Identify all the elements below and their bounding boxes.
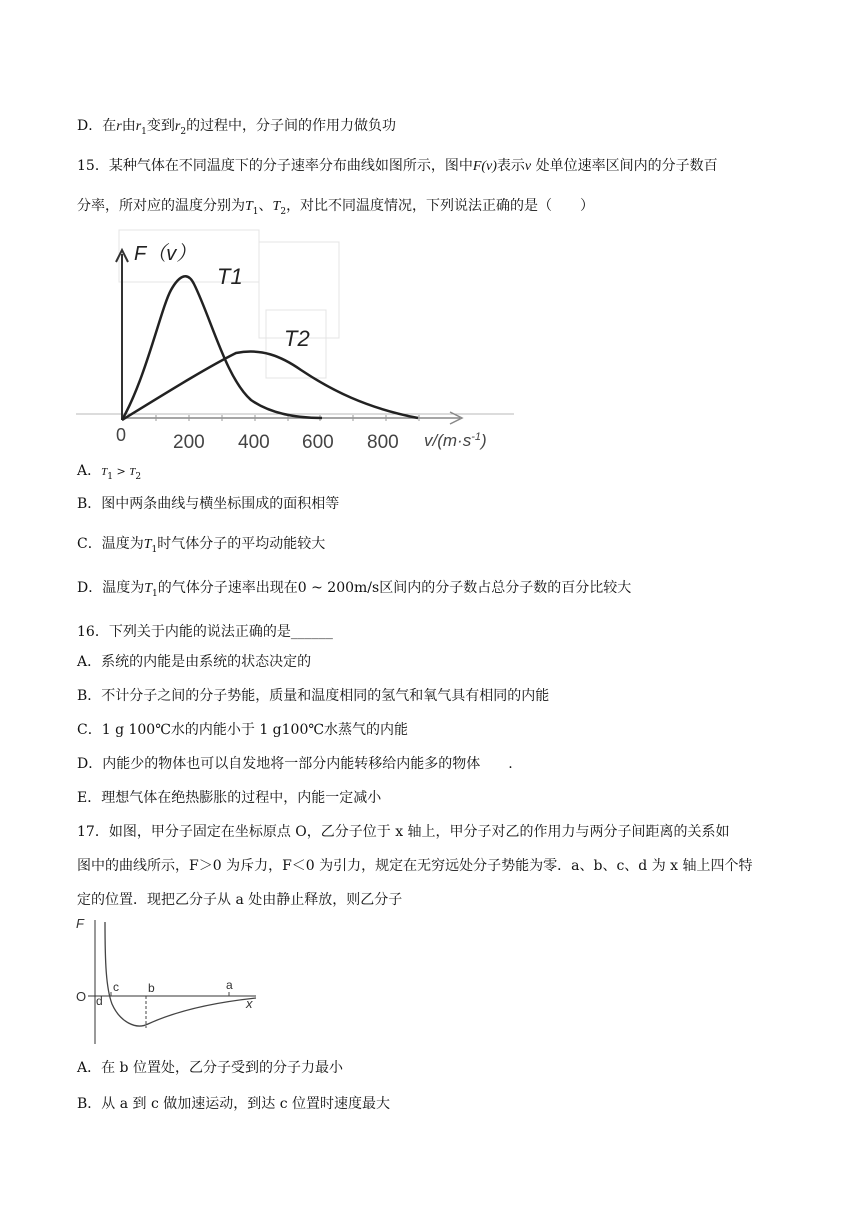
- var-v: v: [524, 159, 532, 174]
- text: >: [112, 465, 130, 478]
- q17-force-distance-chart: [74, 912, 264, 1048]
- f-label: F: [76, 916, 84, 931]
- text: 的气体分子速率出现在: [157, 580, 298, 596]
- subscript: 1: [151, 544, 158, 555]
- subscript: 1: [152, 588, 158, 599]
- q15-option-b: [77, 494, 339, 514]
- tick-label: 600: [302, 432, 334, 453]
- text: 处单位速率区间内的分子数百: [535, 158, 718, 174]
- q16-option-c: C．1 g 100℃水的内能小于 1 g100℃水蒸气的内能: [77, 722, 409, 738]
- subscript: 1: [107, 471, 113, 482]
- var-r: r: [116, 119, 122, 134]
- a-label: a: [226, 978, 233, 992]
- text: 某种气体在不同温度下的分子速率分布曲线如图所示，图中: [108, 158, 473, 174]
- q15-speed-distribution-chart: [76, 228, 516, 454]
- q15-option-d: [77, 578, 631, 604]
- q14-option-d: [77, 116, 396, 142]
- text: 、: [258, 198, 273, 214]
- y-axis-label: F（v）: [134, 243, 197, 265]
- subscript: 1: [252, 206, 259, 217]
- x-axis-label-main: v/(m·s: [424, 431, 472, 450]
- text: 图中两条曲线与横坐标围成的面积相等: [101, 496, 340, 512]
- speed-range: 0 ~ 200m/s: [297, 580, 380, 596]
- c-label: c: [113, 980, 119, 994]
- tick-label: 200: [173, 432, 205, 453]
- var-Fv: F(v): [472, 159, 497, 174]
- var-T: T: [129, 466, 136, 478]
- text: ，对比不同温度情况，下列说法正确的是（ ）: [286, 198, 595, 214]
- q15-option-c: [77, 534, 325, 560]
- text: 温度为: [102, 580, 145, 596]
- q17-stem-line2: 图中的曲线所示，F＞0 为斥力，F＜0 为引力，规定在无穷远处分子势能为零．a、b、c、d 为 x 轴上四个特: [77, 858, 753, 874]
- var-T: T: [245, 199, 253, 214]
- option-label: D．: [77, 118, 103, 134]
- q16-option-e: E．理想气体在绝热膨胀的过程中，内能一定减小: [77, 790, 382, 806]
- q17-option-a: A．在 b 位置处，乙分子受到的分子力最小: [77, 1060, 343, 1076]
- text: 时气体分子的平均动能较大: [157, 536, 326, 552]
- option-label: B．: [77, 496, 102, 512]
- q16-stem: 16．下列关于内能的说法正确的是______: [77, 624, 333, 640]
- var-T: T: [143, 537, 152, 552]
- text: 温度为: [101, 536, 144, 552]
- x-axis-label: [424, 431, 487, 450]
- text: 表示: [496, 158, 525, 174]
- question-number: 15．: [77, 158, 109, 174]
- q17-stem-line3: 定的位置．现把乙分子从 a 处由静止释放，则乙分子: [77, 892, 403, 908]
- origin-label: 0: [116, 425, 127, 445]
- text: 的过程中，分子间的作用力做负功: [186, 118, 397, 134]
- var-r2: r: [174, 119, 181, 134]
- force-curve: [105, 922, 256, 1026]
- option-label: D．: [77, 580, 103, 596]
- b-label: b: [148, 981, 155, 995]
- curve-t2-label: T2: [284, 326, 310, 351]
- d-label: d: [96, 994, 103, 1008]
- q16-option-d: D．内能少的物体也可以自发地将一部分内能转移给内能多的物体 .: [77, 756, 513, 772]
- x-label: x: [246, 996, 253, 1011]
- x-axis-label-exp: -1: [471, 431, 481, 443]
- q15-stem-line2: [77, 196, 594, 222]
- subscript: 1: [141, 126, 147, 137]
- subscript: 2: [180, 126, 187, 137]
- var-r1: r: [135, 119, 142, 134]
- tick-label: 800: [367, 432, 399, 453]
- subscript: 2: [135, 471, 142, 482]
- subscript: 2: [280, 206, 287, 217]
- label-box: [259, 242, 339, 338]
- text: 区间内的分子数占总分子数的百分比较大: [379, 580, 632, 596]
- curve-t1-label: T1: [217, 264, 243, 289]
- text: 在: [102, 118, 117, 134]
- option-label: C．: [77, 536, 102, 552]
- var-T: T: [101, 466, 108, 478]
- tick-label: 400: [238, 432, 270, 453]
- text: 变到: [146, 118, 175, 134]
- x-axis-label-close: ): [481, 431, 487, 450]
- q15-stem-line1: [77, 156, 718, 177]
- q17-stem-line1: 17．如图，甲分子固定在坐标原点 O，乙分子位于 x 轴上，甲分子对乙的作用力与两分子间距离的关系如: [77, 824, 730, 840]
- option-label: A．: [77, 463, 102, 479]
- var-T: T: [144, 581, 153, 596]
- q17-option-b: B．从 a 到 c 做加速运动，到达 c 位置时速度最大: [77, 1096, 391, 1112]
- origin-label: O: [76, 989, 87, 1004]
- text: 由: [121, 118, 136, 134]
- text: 分率，所对应的温度分别为: [77, 198, 245, 214]
- var-T: T: [272, 199, 281, 214]
- q15-option-a: [77, 461, 141, 487]
- q16-option-a: A．系统的内能是由系统的状态决定的: [77, 654, 312, 670]
- q16-option-b: B．不计分子之间的分子势能，质量和温度相同的氢气和氧气具有相同的内能: [77, 688, 550, 704]
